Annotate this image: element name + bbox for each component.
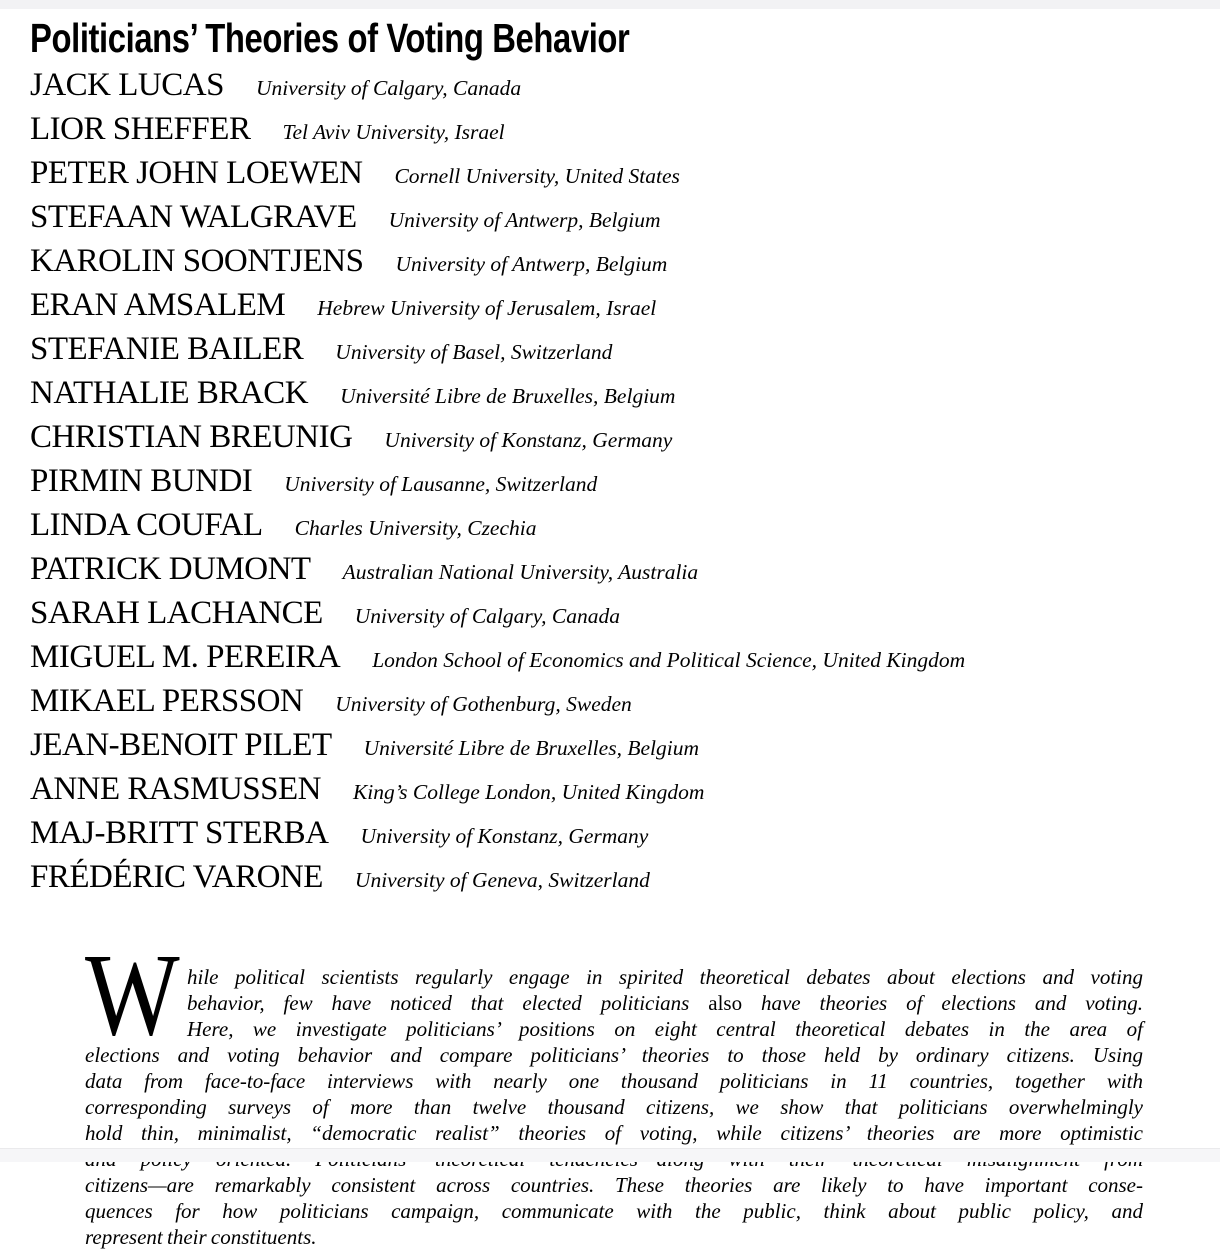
author-name: STEFANIE BAILER bbox=[30, 331, 304, 367]
author-row bbox=[30, 770, 1220, 814]
author-name: JACK LUCAS bbox=[30, 67, 224, 103]
abstract-text-segment: represent their constituents. bbox=[85, 1225, 317, 1249]
author-row bbox=[30, 418, 1220, 462]
author-affiliation: University of Antwerp, Belgium bbox=[395, 252, 668, 276]
author-affiliation: University of Gothenburg, Sweden bbox=[335, 692, 632, 716]
author-name: PETER JOHN LOEWEN bbox=[30, 155, 363, 191]
author-name: MIKAEL PERSSON bbox=[30, 683, 304, 719]
author-affiliation: University of Basel, Switzerland bbox=[335, 340, 613, 364]
abstract-text-segment: Here, we investigate politicians’ positions on eight central theoretical debates in the area of bbox=[187, 1017, 1143, 1041]
author-row bbox=[30, 330, 1220, 374]
author-row bbox=[30, 286, 1220, 330]
author-row bbox=[30, 110, 1220, 154]
author-row bbox=[30, 682, 1220, 726]
author-row bbox=[30, 594, 1220, 638]
author-affiliation: University of Calgary, Canada bbox=[354, 604, 620, 628]
author-row bbox=[30, 198, 1220, 242]
dropcap-letter: W bbox=[85, 929, 180, 1060]
top-edge-strip bbox=[0, 0, 1220, 9]
author-affiliation: Australian National University, Australia bbox=[342, 560, 699, 584]
author-row bbox=[30, 374, 1220, 418]
author-name: LINDA COUFAL bbox=[30, 507, 263, 543]
author-affiliation: Cornell University, United States bbox=[394, 164, 680, 188]
author-row bbox=[30, 462, 1220, 506]
abstract-text-segment: quences for how politicians campaign, communicate with the public, think about public policy, and bbox=[85, 1199, 1143, 1223]
author-name: MAJ-BRITT STERBA bbox=[30, 815, 329, 851]
author-name: SARAH LACHANCE bbox=[30, 595, 323, 631]
author-row bbox=[30, 814, 1220, 858]
author-affiliation: Charles University, Czechia bbox=[294, 516, 537, 540]
abstract-line bbox=[85, 990, 1143, 1016]
bottom-edge-strip bbox=[0, 1148, 1220, 1162]
abstract bbox=[85, 929, 1143, 1250]
author-affiliation: Université Libre de Bruxelles, Belgium bbox=[340, 384, 676, 408]
abstract-text-segment: behavior, few have noticed that elected politicians bbox=[187, 991, 709, 1015]
abstract-line bbox=[85, 964, 1143, 990]
author-row bbox=[30, 726, 1220, 770]
author-affiliation: Tel Aviv University, Israel bbox=[282, 120, 505, 144]
author-row bbox=[30, 858, 1220, 902]
abstract-line bbox=[85, 1068, 1143, 1094]
abstract-line bbox=[85, 1094, 1143, 1120]
dropcap-container bbox=[85, 929, 187, 1060]
author-row bbox=[30, 506, 1220, 550]
abstract-text-segment: data from face-to-face interviews with nearly one thousand politicians in 11 countries, together with bbox=[85, 1069, 1143, 1093]
abstract-line bbox=[85, 1016, 1143, 1042]
author-affiliation: University of Konstanz, Germany bbox=[360, 824, 649, 848]
abstract-text-segment: hile political scientists regularly engage in spirited theoretical debates about elections and voting bbox=[187, 965, 1143, 989]
abstract-text-segment: hold thin, minimalist, “democratic realist” theories of voting, while citizens’ theories are more optimistic bbox=[85, 1121, 1143, 1145]
author-name: ERAN AMSALEM bbox=[30, 287, 286, 323]
author-row bbox=[30, 242, 1220, 286]
author-affiliation: University of Lausanne, Switzerland bbox=[284, 472, 598, 496]
paper-title: Politicians’ Theories of Voting Behavior bbox=[30, 15, 630, 61]
abstract-line bbox=[85, 1172, 1143, 1198]
author-row bbox=[30, 154, 1220, 198]
abstract-line bbox=[85, 1042, 1143, 1068]
author-name: PIRMIN BUNDI bbox=[30, 463, 253, 499]
abstract-line bbox=[85, 1120, 1143, 1146]
abstract-text-segment: have theories of elections and voting. bbox=[742, 991, 1143, 1015]
author-affiliation: University of Antwerp, Belgium bbox=[388, 208, 661, 232]
author-row bbox=[30, 66, 1220, 110]
abstract-line bbox=[85, 1198, 1143, 1224]
author-affiliation: King’s College London, United Kingdom bbox=[352, 780, 705, 804]
author-name: JEAN-BENOIT PILET bbox=[30, 727, 332, 763]
abstract-text-segment: corresponding surveys of more than twelve thousand citizens, we show that politicians overwhelmingly bbox=[85, 1095, 1143, 1119]
author-name: PATRICK DUMONT bbox=[30, 551, 311, 587]
author-list bbox=[30, 66, 1220, 902]
author-name: STEFAAN WALGRAVE bbox=[30, 199, 357, 235]
author-name: NATHALIE BRACK bbox=[30, 375, 309, 411]
author-row bbox=[30, 638, 1220, 682]
author-affiliation: Hebrew University of Jerusalem, Israel bbox=[317, 296, 657, 320]
abstract-text-segment: elections and voting behavior and compare politicians’ theories to those held by ordinary citizens. Using bbox=[85, 1043, 1143, 1067]
abstract-text-segment: citizens—are remarkably consistent across countries. These theories are likely to have important conse- bbox=[85, 1173, 1143, 1197]
author-affiliation: London School of Economics and Political Science, United Kingdom bbox=[372, 648, 966, 672]
abstract-emphasis-upright: also bbox=[708, 991, 743, 1015]
author-affiliation: University of Calgary, Canada bbox=[255, 76, 522, 100]
author-name: CHRISTIAN BREUNIG bbox=[30, 419, 353, 455]
author-name: LIOR SHEFFER bbox=[30, 111, 251, 147]
author-affiliation: University of Konstanz, Germany bbox=[384, 428, 673, 452]
author-affiliation: Université Libre de Bruxelles, Belgium bbox=[363, 736, 699, 760]
author-name: MIGUEL M. PEREIRA bbox=[30, 639, 341, 675]
author-row bbox=[30, 550, 1220, 594]
author-affiliation: University of Geneva, Switzerland bbox=[354, 868, 650, 892]
author-name: KAROLIN SOONTJENS bbox=[30, 243, 364, 279]
author-name: ANNE RASMUSSEN bbox=[30, 771, 321, 807]
author-name: FRÉDÉRIC VARONE bbox=[30, 859, 323, 895]
abstract-line bbox=[85, 1224, 1143, 1250]
